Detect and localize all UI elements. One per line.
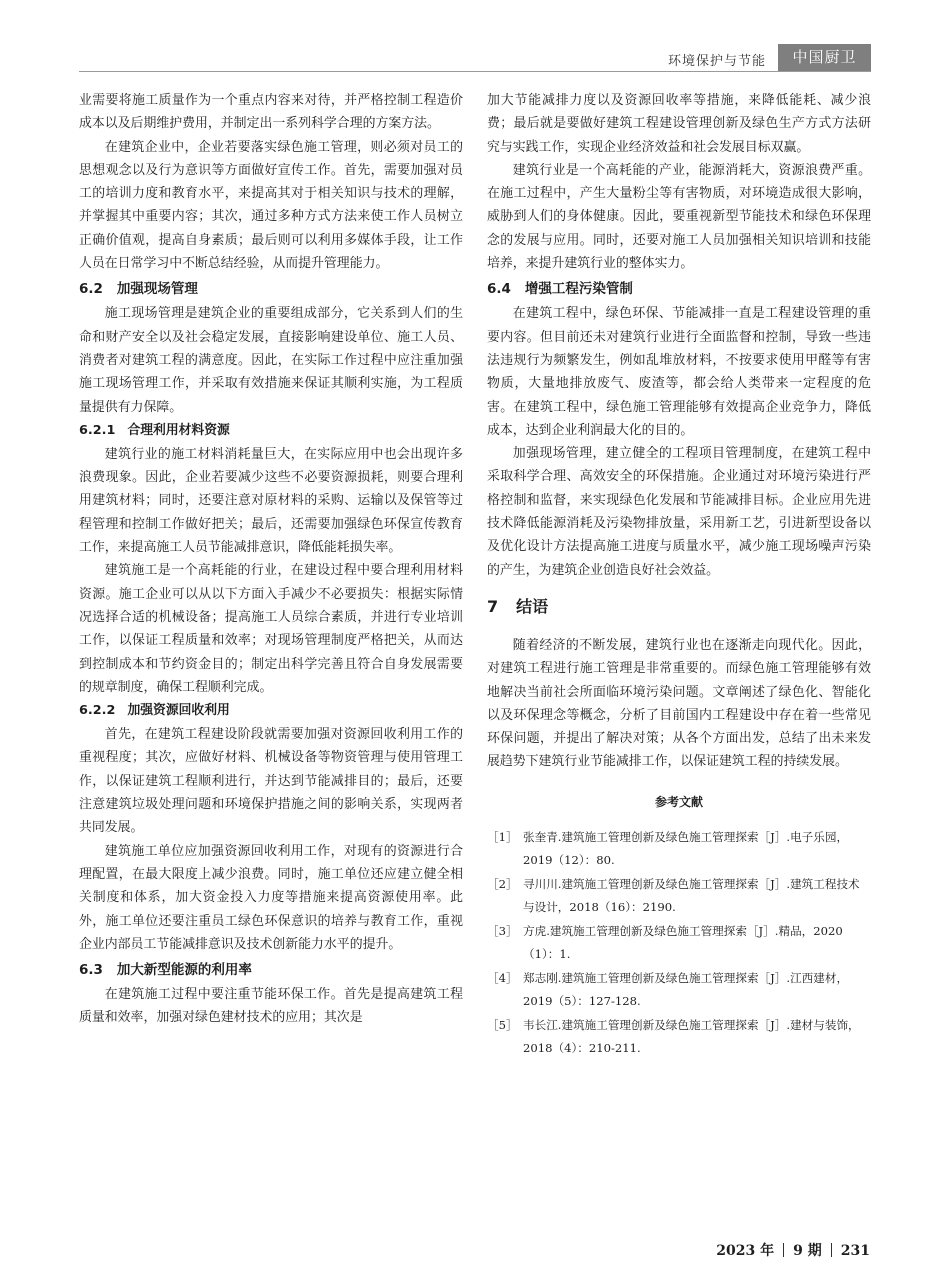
- paragraph: 加强现场管理，建立健全的工程项目管理制度，在建筑工程中采取科学合理、高效安全的环保措施。企业通过对环境污染进行严格控制和监督，来实现绿色化发展和节能减排目标。企业应用先进技术降低能源消耗及污染物排放量，采用新工艺，引进新型设备以及优化设计方法提高施工进度与质量水平，减少施工现场噪声污染的产生，为建筑企业创造良好社会效益。: [487, 446, 871, 578]
- reference-list: [487, 826, 871, 1061]
- section-heading-6-4: 6.4 增强工程污染管制: [487, 281, 633, 298]
- references-title: 参考文献: [654, 794, 703, 809]
- section-heading-6-2: 6.2 加强现场管理: [79, 281, 198, 298]
- paragraph: 在建筑企业中，企业若要落实绿色施工管理，则必须对员工的思想观念以及行为意识等方面做好宣传工作。首先，需要加强对员工的培训力度和教育水平，来提高其对于相关知识与技术的理解，并掌握其中重要内容；其次，通过多种方式方法来使工作人员树立正确价值观，提高自身素质；最后则可以利用多媒体手段，让工作人员在日常学习中不断总结经验，从而提升管理能力。: [79, 139, 463, 272]
- paragraph: 加大节能减排力度以及资源回收率等措施，来降低能耗、减少浪费；最后就是要做好建筑工程建设管理创新及绿色生产方式方法研究与实践工作，实现企业经济效益和社会发展目标双赢。: [487, 93, 871, 155]
- footer-year: 2023 年: [716, 1243, 775, 1259]
- reference-item: ［1］ 张奎青.建筑施工管理创新及绿色施工管理探索［J］.电子乐园，2019（12）：80.: [487, 829, 849, 868]
- page-footer: [700, 1240, 870, 1260]
- page-number: 231: [840, 1243, 870, 1259]
- right-column: [487, 89, 871, 1061]
- header-rule: [79, 71, 871, 72]
- left-column: [79, 89, 463, 1030]
- paragraph: 首先，在建筑工程建设阶段就需要加强对资源回收利用工作的重视程度；其次，应做好材料、机械设备等物资管理与使用管理工作，以保证建筑工程顺利进行，并达到节能减排目的；最后，还要注意建筑垃圾处理问题和环境保护措施之间的影响关系，实现两者共同发展。: [79, 727, 463, 836]
- footer-issue: 9 期: [793, 1243, 822, 1259]
- subsection-heading-6-2-2: 6.2.2 加强资源回收利用: [79, 703, 230, 719]
- reference-item: ［3］ 方虎.建筑施工管理创新及绿色施工管理探索［J］.精品，2020（1）：1.: [487, 923, 843, 962]
- reference-item: ［5］ 韦长江.建筑施工管理创新及绿色施工管理探索［J］.建材与装饰，2018（4）：210-211.: [487, 1017, 860, 1056]
- paragraph: 在建筑工程中，绿色环保、节能减排一直是工程建设管理的重要内容。但目前还未对建筑行业进行全面监督和控制，导致一些违法违规行为频繁发生，例如乱堆放材料，不按要求使用甲醛等有害物质，大量地排放废气、废渣等，都会给人类带来一定程度的危害。在建筑工程中，绿色施工管理能够有效提高企业竞争力，降低成本，达到企业利润最大化的目的。: [487, 306, 871, 438]
- paragraph: 建筑施工单位应加强资源回收利用工作，对现有的资源进行合理配置，在最大限度上减少浪费。同时，施工单位还应建立健全相关制度和体系，加大资金投入力度等措施来提高资源使用率。此外，施工单位还要注重员工绿色环保意识的培养与教育工作，重视企业内部员工节能减排意识及技术创新能力水平的提升。: [79, 843, 463, 952]
- subsection-heading-6-2-1: 6.2.1 合理利用材料资源: [79, 422, 230, 438]
- reference-item: ［4］ 郑志刚.建筑施工管理创新及绿色施工管理探索［J］.江西建材，2019（5）：127-128.: [487, 970, 849, 1009]
- paragraph: 施工现场管理是建筑企业的重要组成部分，它关系到人们的生命和财产安全以及社会稳定发展，直接影响建设单位、施工人员、消费者对建筑工程的满意度。因此，在实际工作过程中应注重加强施工现场管理工作，并采取有效措施来保证其顺利实施，为工程质量提供有力保障。: [79, 306, 463, 415]
- running-header-section: 环境保护与节能: [667, 54, 766, 69]
- paragraph: 建筑施工是一个高耗能的行业，在建设过程中要合理利用材料资源。施工企业可以从以下方面入手减少不必要损失：根据实际情况选择合适的机械设备；提高施工人员综合素质，并进行专业培训工作，以保证工程质量和效率；对现场管理制度严格把关，从而达到控制成本和节约资金目的；制定出科学完善且符合自身发展需要的规章制度，确保工程顺利完成。: [79, 563, 463, 695]
- journal-name-badge: 中国厨卫: [778, 44, 871, 71]
- section-heading-7: 7 结语: [487, 596, 549, 616]
- paragraph: 业需要将施工质量作为一个重点内容来对待，并严格控制工程造价成本以及后期维护费用，并制定出一系列科学合理的方案方法。: [79, 93, 463, 132]
- paragraph: 建筑行业是一个高耗能的产业，能源消耗大，资源浪费严重。在施工过程中，产生大量粉尘等有害物质，对环境造成很大影响，威胁到人们的身体健康。因此，要重视新型节能技术和绿色环保理念的发展与应用。同时，还要对施工人员加强相关知识培训和技能培养，来提升建筑行业的整体实力。: [487, 162, 871, 272]
- paragraph: 在建筑施工过程中要注重节能环保工作。首先是提高建筑工程质量和效率，加强对绿色建材技术的应用；其次是: [79, 987, 463, 1026]
- reference-item: ［2］ 寻川川.建筑施工管理创新及绿色施工管理探索［J］.建筑工程技术与设计，2018（16）：2190.: [487, 876, 860, 915]
- paragraph: 随着经济的不断发展，建筑行业也在逐渐走向现代化。因此，对建筑工程进行施工管理是非常重要的。而绿色施工管理能够有效地解决当前社会所面临环境污染问题。文章阐述了绿色化、智能化以及环保理念等概念，分析了目前国内工程建设中存在着一些常见环保问题，并提出了解决对策；从各个方面出发，总结了出未来发展趋势下建筑行业节能减排工作，以保证建筑工程的持续发展。: [487, 637, 871, 770]
- paragraph: 建筑行业的施工材料消耗量巨大，在实际应用中也会出现许多浪费现象。因此，企业若要减少这些不必要资源损耗，则要合理利用建筑材料；同时，还要注意对原材料的采购、运输以及保管等过程管理和控制工作做好把关；最后，还需要加强绿色环保宣传教育工作，来提高施工人员节能减排意识，降低能耗损失率。: [79, 446, 463, 556]
- section-heading-6-3: 6.3 加大新型能源的利用率: [79, 962, 252, 979]
